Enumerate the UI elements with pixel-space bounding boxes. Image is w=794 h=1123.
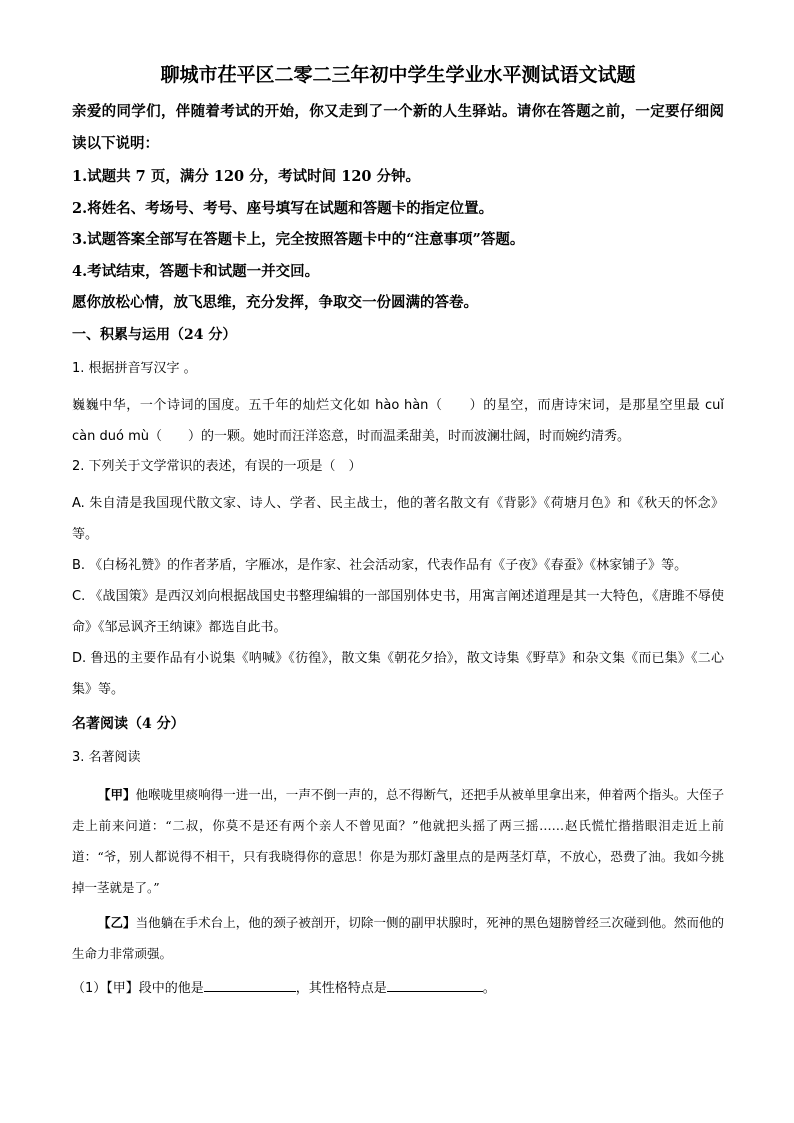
question-2-option-c: C. 《战国策》是西汉刘向根据战国史书整理编辑的一部国别体史书，用寓言阐述道理是其一大特色，《唐雎不辱使命》《邹忌讽齐王纳谏》都选自此书。 (72, 588, 724, 635)
question-2-prompt: 2. 下列关于文学常识的表述，有误的一项是（ ） (72, 458, 362, 474)
intro-rule-3: 3.试题答案全部写在答题卡上，完全按照答题卡中的“注意事项”答题。 (72, 231, 525, 248)
excerpt-jia-text: 他喉咙里痰响得一进一出，一声不倒一声的，总不得断气，还把手从被单里拿出来，伸着两个指头。大侄子走上前来问道：“二叔，你莫不是还有两个亲人不曾见面？”他就把头摇了两三摇……赵氏慌忙揩揩眼泪走近上前道：“爷，别人都说得不相干，只有我晓得你的意思！你是为那灯盏里点的是两茎灯草，不放心，恐费了油。我如今挑掉一茎就是了。” (72, 786, 724, 895)
section-heading-classics: 名著阅读（4 分） (72, 715, 185, 732)
question-3-sub-1-lead: （1）【甲】段中的他是 (72, 980, 204, 996)
section-heading-accumulation: 一、积累与运用（24 分） (72, 326, 237, 343)
question-3-sub-1-tail: 。 (482, 980, 496, 996)
intro-rule-2: 2.将姓名、考场号、考号、座号填写在试题和答题卡的指定位置。 (72, 199, 494, 217)
excerpt-yi-label: 【乙】 (98, 914, 136, 930)
answer-blank-personality[interactable] (387, 977, 483, 992)
answer-blank-character[interactable] (204, 977, 296, 992)
question-2-option-a: A. 朱自清是我国现代散文家、诗人、学者、民主战士，他的著名散文有《背影》《荷塘月色》和《秋天的怀念》等。 (72, 495, 724, 542)
intro-rule-1: 1.试题共 7 页，满分 120 分，考试时间 120 分钟。 (72, 168, 421, 185)
excerpt-yi-text: 当他躺在手术台上，他的颈子被剖开，切除一侧的副甲状腺时，死神的黑色翅膀曾经三次碰到他。然而他的生命力非常顽强。 (72, 914, 724, 961)
question-3-sub-1-mid: ，其性格特点是 (295, 980, 387, 996)
excerpt-yi (72, 907, 724, 969)
intro-greeting: 亲爱的同学们，伴随着考试的开始，你又走到了一个新的人生驿站。请你在答题之前，一定要仔细阅读以下说明： (72, 103, 724, 152)
question-2-option-b: B. 《白杨礼赞》的作者茅盾，字雁冰，是作家、社会活动家，代表作品有《子夜》《春蚕》《林家铺子》等。 (72, 557, 688, 573)
intro-wish: 愿你放松心情，放飞思维，充分发挥，争取交一份圆满的答卷。 (72, 294, 478, 311)
question-1-prompt: 1. 根据拼音写汉字 。 (72, 360, 197, 376)
excerpt-jia-label: 【甲】 (98, 786, 136, 802)
excerpt-jia (72, 779, 724, 903)
exam-page (72, 62, 724, 1000)
question-3-sub-1 (72, 977, 724, 1000)
question-1-text: 巍巍中华，一个诗词的国度。五千年的灿烂文化如 hào hàn（ ）的星空，而唐诗宋词，是那星空里最 cuǐ càn duó mù（ ）的一颗。她时而汪洋恣意，时而温柔甜美，时而波澜壮阔，时而婉约清秀。 (72, 397, 724, 444)
exam-title: 聊城市茌平区二零二三年初中学生学业水平测试语文试题 (160, 64, 636, 86)
question-3-prompt: 3. 名著阅读 (72, 749, 141, 765)
question-2-option-d: D. 鲁迅的主要作品有小说集《呐喊》《彷徨》，散文集《朝花夕拾》，散文诗集《野草》和杂文集《而已集》《二心集》等。 (72, 650, 724, 697)
intro-rule-4: 4.考试结束，答题卡和试题一并交回。 (72, 262, 320, 280)
